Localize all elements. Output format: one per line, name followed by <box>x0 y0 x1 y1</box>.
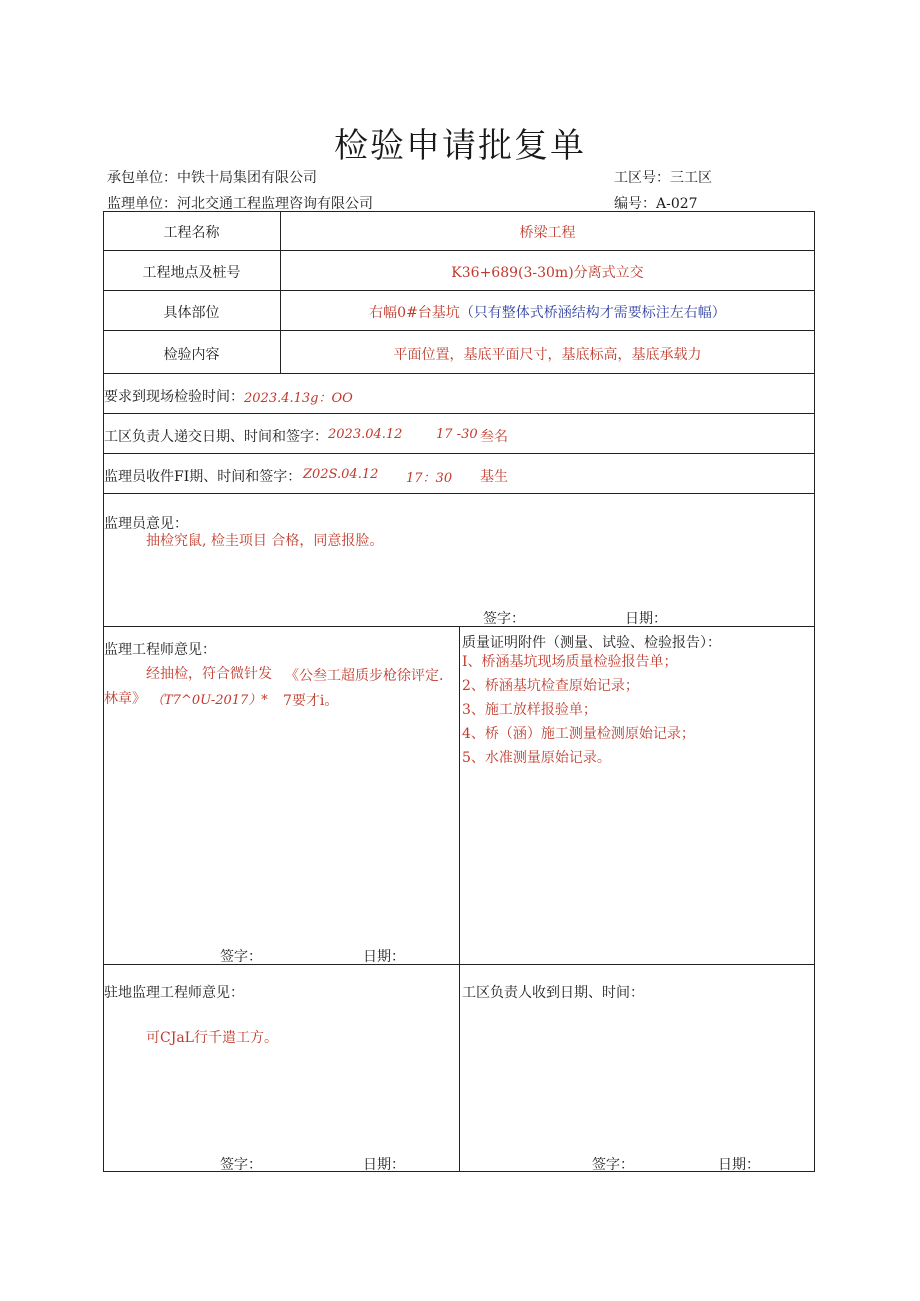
area-label: 工区号： <box>614 170 670 186</box>
engineer-opinion-standard: 《公叁工超质步枪徐评定. <box>285 668 444 684</box>
inspector-date-label: 日期： <box>625 611 667 627</box>
part-value <box>280 302 815 322</box>
receive-signature: 基生 <box>480 469 508 485</box>
code-label: 编号： <box>614 196 656 212</box>
attachment-item: 5、水准测量原始记录。 <box>462 750 611 766</box>
submit-signature: 叁名 <box>480 429 508 445</box>
receive-label: 监理员收件FI期、时间和签字： <box>104 469 302 485</box>
supervisor-line <box>107 193 373 213</box>
area-receipt-sign-label: 签字： <box>592 1157 634 1173</box>
supervisor-value: 河北交通工程监理咨询有限公司 <box>177 196 373 212</box>
engineer-date-label: 日期： <box>363 949 405 965</box>
attachment-item: 4、桥（涵）施工测量检测原始记录； <box>462 726 695 742</box>
receive-date: Z02S.04.12 <box>303 467 379 482</box>
engineer-opinion-code: （T7^0U-2017）* <box>151 693 268 708</box>
contractor-value: 中铁十局集团有限公司 <box>177 170 317 186</box>
row-divider <box>103 330 815 331</box>
engineer-opinion-line2: 林章》 <box>104 691 146 707</box>
row-divider <box>103 290 815 291</box>
part-label: 具体部位 <box>163 305 220 321</box>
location-value: K36+689(3-30m)分离式立交 <box>451 265 644 281</box>
resident-label: 驻地监理工程师意见： <box>104 985 244 1001</box>
row-divider <box>103 493 815 494</box>
column-divider <box>459 626 460 1172</box>
row-divider <box>103 250 815 251</box>
content-label: 检验内容 <box>163 347 220 363</box>
required-time-label: 要求到现场检验时间： <box>104 389 244 405</box>
row-divider <box>103 413 815 414</box>
engineer-label: 监理工程师意见： <box>104 642 216 658</box>
area-receipt-label: 工区负责人收到日期、时间： <box>462 985 644 1001</box>
part-value-note: （只有整体式桥涵结构才需要标注左右幅） <box>459 305 726 321</box>
location-label: 工程地点及桩号 <box>142 265 241 281</box>
inspector-label: 监理员意见： <box>104 516 188 532</box>
submit-date: 2023.04.12 <box>328 427 403 442</box>
contractor-label: 承包单位： <box>107 170 177 186</box>
submit-time: 17 -30 <box>436 427 478 442</box>
submit-label: 工区负责人递交日期、时间和签字： <box>104 429 328 445</box>
resident-date-label: 日期： <box>363 1157 405 1173</box>
inspector-opinion: 抽检究鼠, 检圭项目 合格，同意报脸。 <box>146 533 384 549</box>
page-title: 检验申请批复单 <box>334 126 586 166</box>
supervisor-label: 监理单位： <box>107 196 177 212</box>
project-name-label: 工程名称 <box>163 225 220 241</box>
project-name-value: 桥梁工程 <box>519 225 576 241</box>
attachments-label: 质量证明附件（测量、试验、检验报告）： <box>462 635 721 651</box>
row-divider <box>103 373 815 374</box>
resident-opinion: 可CJaL行千遣工方。 <box>146 1030 278 1046</box>
engineer-opinion-line1: 经抽检，符合微针发 <box>146 666 272 682</box>
row-divider <box>103 453 815 454</box>
part-value-main: 右幅0#台基坑 <box>369 305 460 321</box>
code-line <box>614 193 698 213</box>
engineer-opinion-end: 7要才i。 <box>283 693 339 709</box>
attachment-item: 3、施工放样报验单； <box>462 702 597 718</box>
content-value: 平面位置，基底平面尺寸，基底标高，基底承载力 <box>393 347 702 363</box>
code-value: A-027 <box>656 196 698 212</box>
required-time-value: 2023.4.13g：OO <box>244 391 353 406</box>
area-line <box>614 167 712 187</box>
area-receipt-date-label: 日期： <box>718 1157 760 1173</box>
attachment-item: 2、桥涵基坑检查原始记录； <box>462 678 639 694</box>
contractor-line <box>107 167 317 187</box>
area-value: 三工区 <box>670 170 712 186</box>
receive-time: 17：30 <box>406 471 453 486</box>
attachment-item: I、桥涵基坑现场质量检验报告单； <box>462 654 678 670</box>
engineer-sign-label: 签字： <box>220 949 262 965</box>
inspector-sign-label: 签字： <box>483 611 525 627</box>
resident-sign-label: 签字： <box>220 1157 262 1173</box>
